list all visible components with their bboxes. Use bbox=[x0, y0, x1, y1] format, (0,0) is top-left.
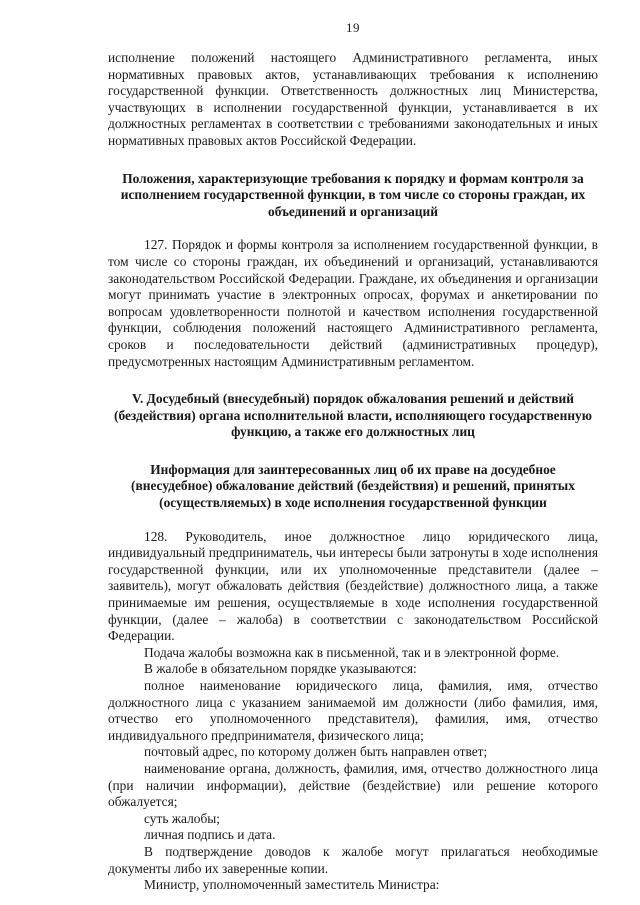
list-item-full-name: полное наименование юридического лица, фамилия, имя, отчество должностного лица с указанием занимаемой им должности (либо фамилия, имя, отчество его уполномоченного представителя), фамилия, имя, отчество индивидуального предпринимателя, физического лица; bbox=[108, 678, 598, 743]
paragraph-minister: Министр, уполномоченный заместитель Министра: bbox=[144, 877, 440, 893]
list-item-postal-address: почтовый адрес, по которому должен быть направлен ответ; bbox=[144, 744, 488, 760]
paragraph-128: 128. Руководитель, иное должностное лицо юридического лица, индивидуальный предприниматель, чьи интересы были затронуты в ходе исполнения государственной функции, или их уполномоченные представители (далее – заявитель), могут обжаловать действия (бездействие) должностного лица, а также принимаемые им решения, осуществляемые в ходе исполнения государственной функции, (далее – жалоба) в соответствии с законодательством Российской Федерации. bbox=[108, 528, 598, 644]
spacer bbox=[108, 512, 598, 529]
heading-control-requirements: Положения, характеризующие требования к порядку и формам контроля за исполнением государственной функции, в том числе со стороны граждан, их объединений и организаций bbox=[120, 170, 586, 219]
page-number: 19 bbox=[346, 20, 360, 35]
paragraph-complaint-form: Подача жалобы возможна как в письменной, так и в электронной форме. bbox=[144, 644, 560, 660]
document-page bbox=[108, 20, 598, 894]
list-item-body-appealed: наименование органа, должность, фамилия, имя, отчество должностного лица (при наличии информации), действие (бездействие) или решение которого обжалуется; bbox=[108, 760, 598, 810]
list-item-complaint-essence: суть жалобы; bbox=[144, 810, 220, 826]
spacer bbox=[108, 150, 598, 171]
heading-appeal-info: Информация для заинтересованных лиц об их праве на досудебное (внесудебное) обжалование действий (бездействия) и решений, принятых (осуществляемых) в ходе исполнения государственной функции bbox=[131, 461, 575, 511]
heading-section-5: V. Досудебный (внесудебный) порядок обжалования решений и действий (бездействия) органа исполнительной власти, исполняющего государственную функцию, а также его должностных лиц bbox=[114, 391, 592, 440]
spacer bbox=[108, 441, 598, 462]
paragraph-127: 127. Порядок и формы контроля за исполнением государственной функции, в том числе со стороны граждан, их объединений и организаций, устанавливаются законодательством Российской Федерации. Граждане, их объединения и организации могут принимать участие в электронных опросах, форумах и анкетировании по вопросам удовлетворенности полнотой и качеством исполнения государственной функции, соблюдения положений настоящего Административного регламента, сроков и последовательности действий (административных процедур), предусмотренных настоящим Административным регламентом. bbox=[108, 237, 598, 369]
paragraph-supporting-documents: В подтверждение доводов к жалобе могут прилагаться необходимые документы либо их заверенные копии. bbox=[108, 843, 598, 876]
spacer bbox=[108, 220, 598, 237]
paragraph-intro: исполнение положений настоящего Административного регламента, иных нормативных правовых актов, устанавливающих требования к исполнению государственной функции. Ответственность должностных лиц Министерства, участвующих в исполнении государственной функции, устанавливается в их должностных регламентах в соответствии с требованиями законодательных и иных нормативных правовых актов Российской Федерации. bbox=[108, 50, 598, 148]
paragraph-required-fields: В жалобе в обязательном порядке указываются: bbox=[144, 661, 417, 677]
spacer bbox=[108, 370, 598, 391]
list-item-signature-date: личная подпись и дата. bbox=[144, 827, 276, 843]
